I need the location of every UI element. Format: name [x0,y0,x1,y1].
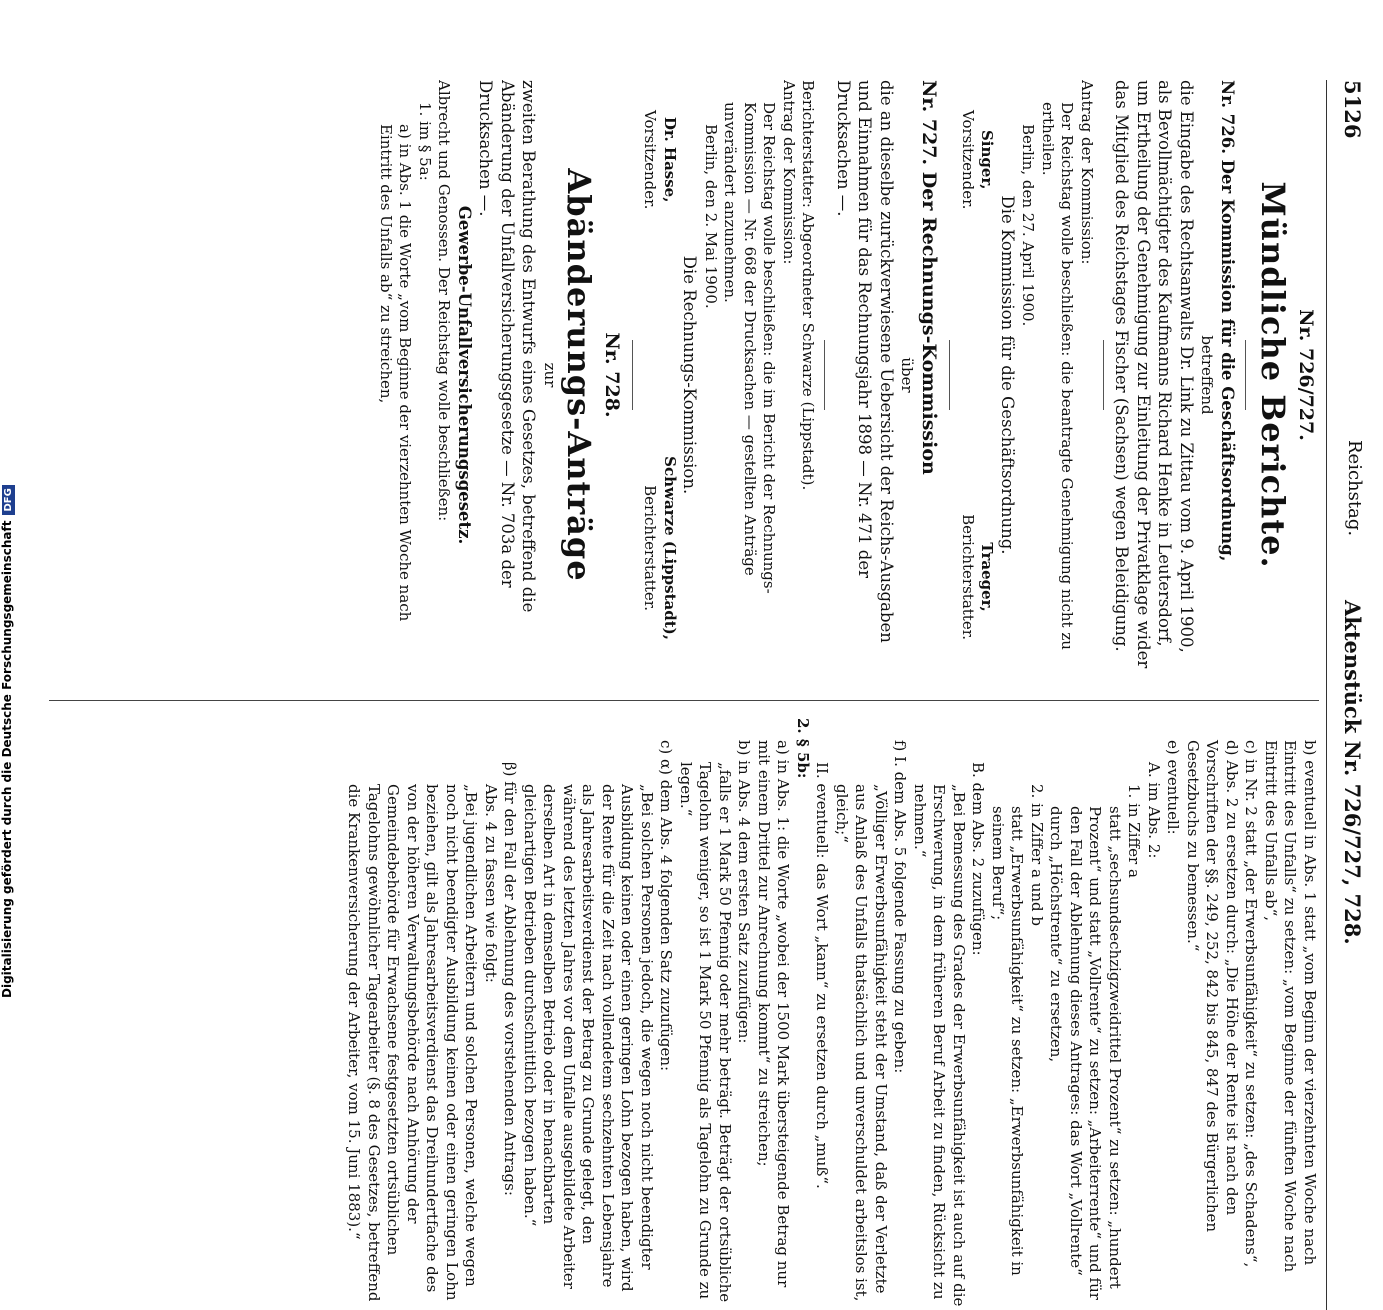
left-column [39,80,1319,670]
albrecht-line: Albrecht und Genossen. Der Reichstag wolle beschließen: [435,80,454,522]
footer-text: Digitalisierung gefördert durch die Deutsche Forschungsgemeinschaft [0,520,14,998]
item-d1: d) Abs. 2 zu ersetzen durch: „Die Höhe der Rente ist nach den Vorschriften der §§. 249, 252, 842 bis 845, 847 des Bürgerlichen Gesetzbuchs zu bemessen.“ [1184,740,1241,1233]
item-2a: a) in Abs. 1: die Worte „wobei der 1500 Mark übersteigende Betrag nur mit einem Drittel zur Anrechnung kommt“ zu streichen; [755,740,793,1288]
item-b1: b) eventuell in Abs. 1 statt „vom Beginn der vierzehnten Woche nach Eintritt des Unfalls“ zu setzen: „vom Beginne der fünften Woche nach Eintritt des Unfalls ab“, [1262,740,1319,1273]
item-1a: a) in Abs. 1 die Worte „vom Beginne der vierzehnten Woche nach Eintritt des Unfalls ab“ zu streichen, [377,124,415,622]
section-number: Nr. 726/727. [1295,309,1317,441]
item-f2: II. eventuell: das Wort „kann“ zu ersetzen durch „muß“. [813,762,832,1189]
signatory-name: Singer, [978,129,997,190]
item-A2: 2. in Ziffer a und b [1028,784,1046,927]
ueber-label: über [898,357,917,393]
item-2: 2. § 5b: [794,718,812,779]
item-A: A. im Abs. 2: [1145,762,1163,859]
n728-number: Nr. 728. [601,332,623,418]
item-1: 1. im § 5a: [416,102,434,181]
item-A2-text: statt „Erwerbsunfähigkeit“ zu setzen: „Erwerbsunfähigkeit in seinem Beruf“; [989,806,1027,1276]
signatory-role: Vorsitzender. [959,110,977,210]
antraege-title: Abänderungs-Anträge [560,168,598,582]
item-A1-text: statt „sechsundsechzigzweidrittel Prozent“ zu setzen: „hundert Prozent“ und statt „Vollrente“ zu setzen: „Arbeiterrente“ und für den Fall der Ablehnung dieses Antrages: das Wort „Vollrente“ durch „Höchstrente“ zu ersetzen, [1047,806,1124,1300]
divider [1103,340,1104,410]
item-2b: b) in Abs. 4 dem ersten Satz zuzufügen: [735,740,754,1044]
signatures-2 [640,80,679,670]
section-title: Mündliche Berichte. [1254,181,1292,569]
digitization-footer [0,488,20,998]
divider [632,340,633,410]
item-c1: c) in Nr. 2 statt „der Erwerbsunfähigkeit“ zu setzen: „des Schadens“, [1242,740,1261,1268]
item-2c: c) α) dem Abs. 4 folgenden Satz zuzufügen: [657,740,676,1072]
divider [825,340,826,410]
document-reference: Aktenstück Nr. 726/727, 728. [1340,600,1365,945]
commission-2: Die Rechnungs-Kommission. [680,255,700,495]
page-header [1335,80,1365,1310]
n726-body: die Eingabe des Rechtsanwalts Dr. Link zu Zittau vom 9. April 1900, als Bevollmächtigter des Kaufmanns Richard Henke in Leutersdorf, um Ertheilung der Genehmigung zur Einleitung der Privatklage wider das Mitglied des Reichstages Fischer (Sachsen) wegen Beleidigung. [1112,80,1196,669]
commission-1: Die Kommission für die Geschäftsordnung. [998,195,1017,555]
n726-heading: Nr. 726. Der Kommission für die Geschäftsordnung, [1218,80,1237,562]
signatory-name: Traeger, [978,542,997,612]
item-2c-text: „Bei solchen Personen jedoch, die wegen noch nicht beendigter Ausbildung keinen oder einen geringen Lohn bezogen haben, wird der Rente für die Zeit nach vollendetem sechzehnten Lebensjahre als Jahresarbeitsverdienst der Betrag zu Grunde gelegt, den während des letzten Jahres vor dem Unfalle ausgebildete Arbeiter derselben Art in demselben Betrieb oder in benachbarten gleichartigen Betrieben durchschnittlich bezogen haben.“ [521,784,656,1292]
betreffend-label: betreffend [1198,335,1217,415]
law-title: Gewerbe-Unfallversicherungsgesetz. [455,205,474,545]
signatory-role: Vorsitzender. [641,110,660,210]
header-rule [1326,80,1327,1310]
signatures-1 [958,80,997,670]
signatory-role: Berichterstatter. [641,485,660,612]
date-1: Berlin, den 27. April 1900. [1019,124,1038,327]
signatory-name: Schwarze (Lippstadt), [661,456,679,640]
item-B: B. dem Abs. 2 zuzufügen: [969,762,988,956]
divider [1245,340,1246,410]
berichterstatter-line: Berichterstatter: Abgeordneter Schwarze (Lippstadt). [799,80,818,491]
antrag-label: Antrag der Kommission: [1078,80,1096,265]
n727-body: die an dieselbe zurückverwiesene Uebersicht der Reichs-Ausgaben und Einnahmen für das Rechnungsjahr 1898 — Nr. 471 der Drucksachen —. [834,80,896,643]
signatory-name: Dr. Hasse, [661,116,679,203]
antrag-text: Der Reichstag wolle beschließen: die beantragte Genehmigung nicht zu ertheilen. [1039,102,1077,650]
divider [950,340,951,410]
page-number: 5126 [1340,80,1365,139]
item-beta: β) für den Fall der Ablehnung des vorstehenden Antrags: [501,762,520,1196]
signatory-role: Berichterstatter. [959,514,977,640]
item-beta-text: „Bei jugendlichen Arbeitern und solchen Personen, welche wegen noch nicht beendigter Ausbildung keinen oder einen geringen Lohn beziehen, gilt als Jahresarbeitsverdienst das Dreihundertfache des von der höheren Verwaltungsbehörde nach Anhörung der Gemeindebehörde für Erwachsene festgesetzten ortsüblichen Tagelohns gewöhnlicher Tagearbeiter (§. 8 des Gesetzes, betreffend die Krankenversicherung der Arbeiter, vom 15. Juni 1883).“ [345,784,481,1302]
publication-name: Reichstag. [1344,440,1365,537]
right-column [39,718,1319,1308]
item-f1-text: „Völliger Erwerbsunfähigkeit steht der Umstand, daß der Verletzte aus Anlaß des Unfalls thatsächlich und unverschuldet arbeitslos ist, gleich;“ [833,784,890,1302]
column-divider [49,700,1319,701]
dfg-logo-icon: DFG [2,485,15,514]
item-e1: e) eventuell: [1164,740,1183,835]
antrag2-text: Der Reichstag wolle beschließen: die im Bericht der Rechnungs-Kommission — Nr. 668 der Drucksachen — gestellten Anträge unverändert anzunehmen. [721,102,779,594]
date-2: Berlin, den 2. Mai 1900. [702,124,720,309]
n727-heading: Nr. 727. Der Rechnungs-Kommission [918,80,941,475]
item-f1: f) I. dem Abs. 5 folgende Fassung zu geben: [891,740,910,1074]
antrag2-label: Antrag der Kommission: [780,80,798,265]
item-B-text: „Bei Bemessung des Grades der Erwerbsunfähigkeit ist auch auf die Erschwerung, in dem früheren Beruf Arbeit zu finden, Rücksicht zu nehmen.“ [911,784,968,1307]
item-2b-text: „falls er 1 Mark 50 Pfennig oder mehr beträgt. Beträgt der ortsübliche Tagelohn weniger, so ist 1 Mark 50 Pfennig als Tagelohn zu Grunde zu legen.“ [677,762,734,1303]
n728-body: zweiten Berathung des Entwurfs eines Gesetzes, betreffend die Abänderung der Unfallversicherungsgesetze — Nr. 703a der Drucksachen —. [476,80,539,613]
zur-label: zur [541,362,559,388]
item-beta-label: Abs. 4 zu fassen wie folgt: [482,784,500,983]
item-A1: 1. in Ziffer a [1125,784,1144,878]
